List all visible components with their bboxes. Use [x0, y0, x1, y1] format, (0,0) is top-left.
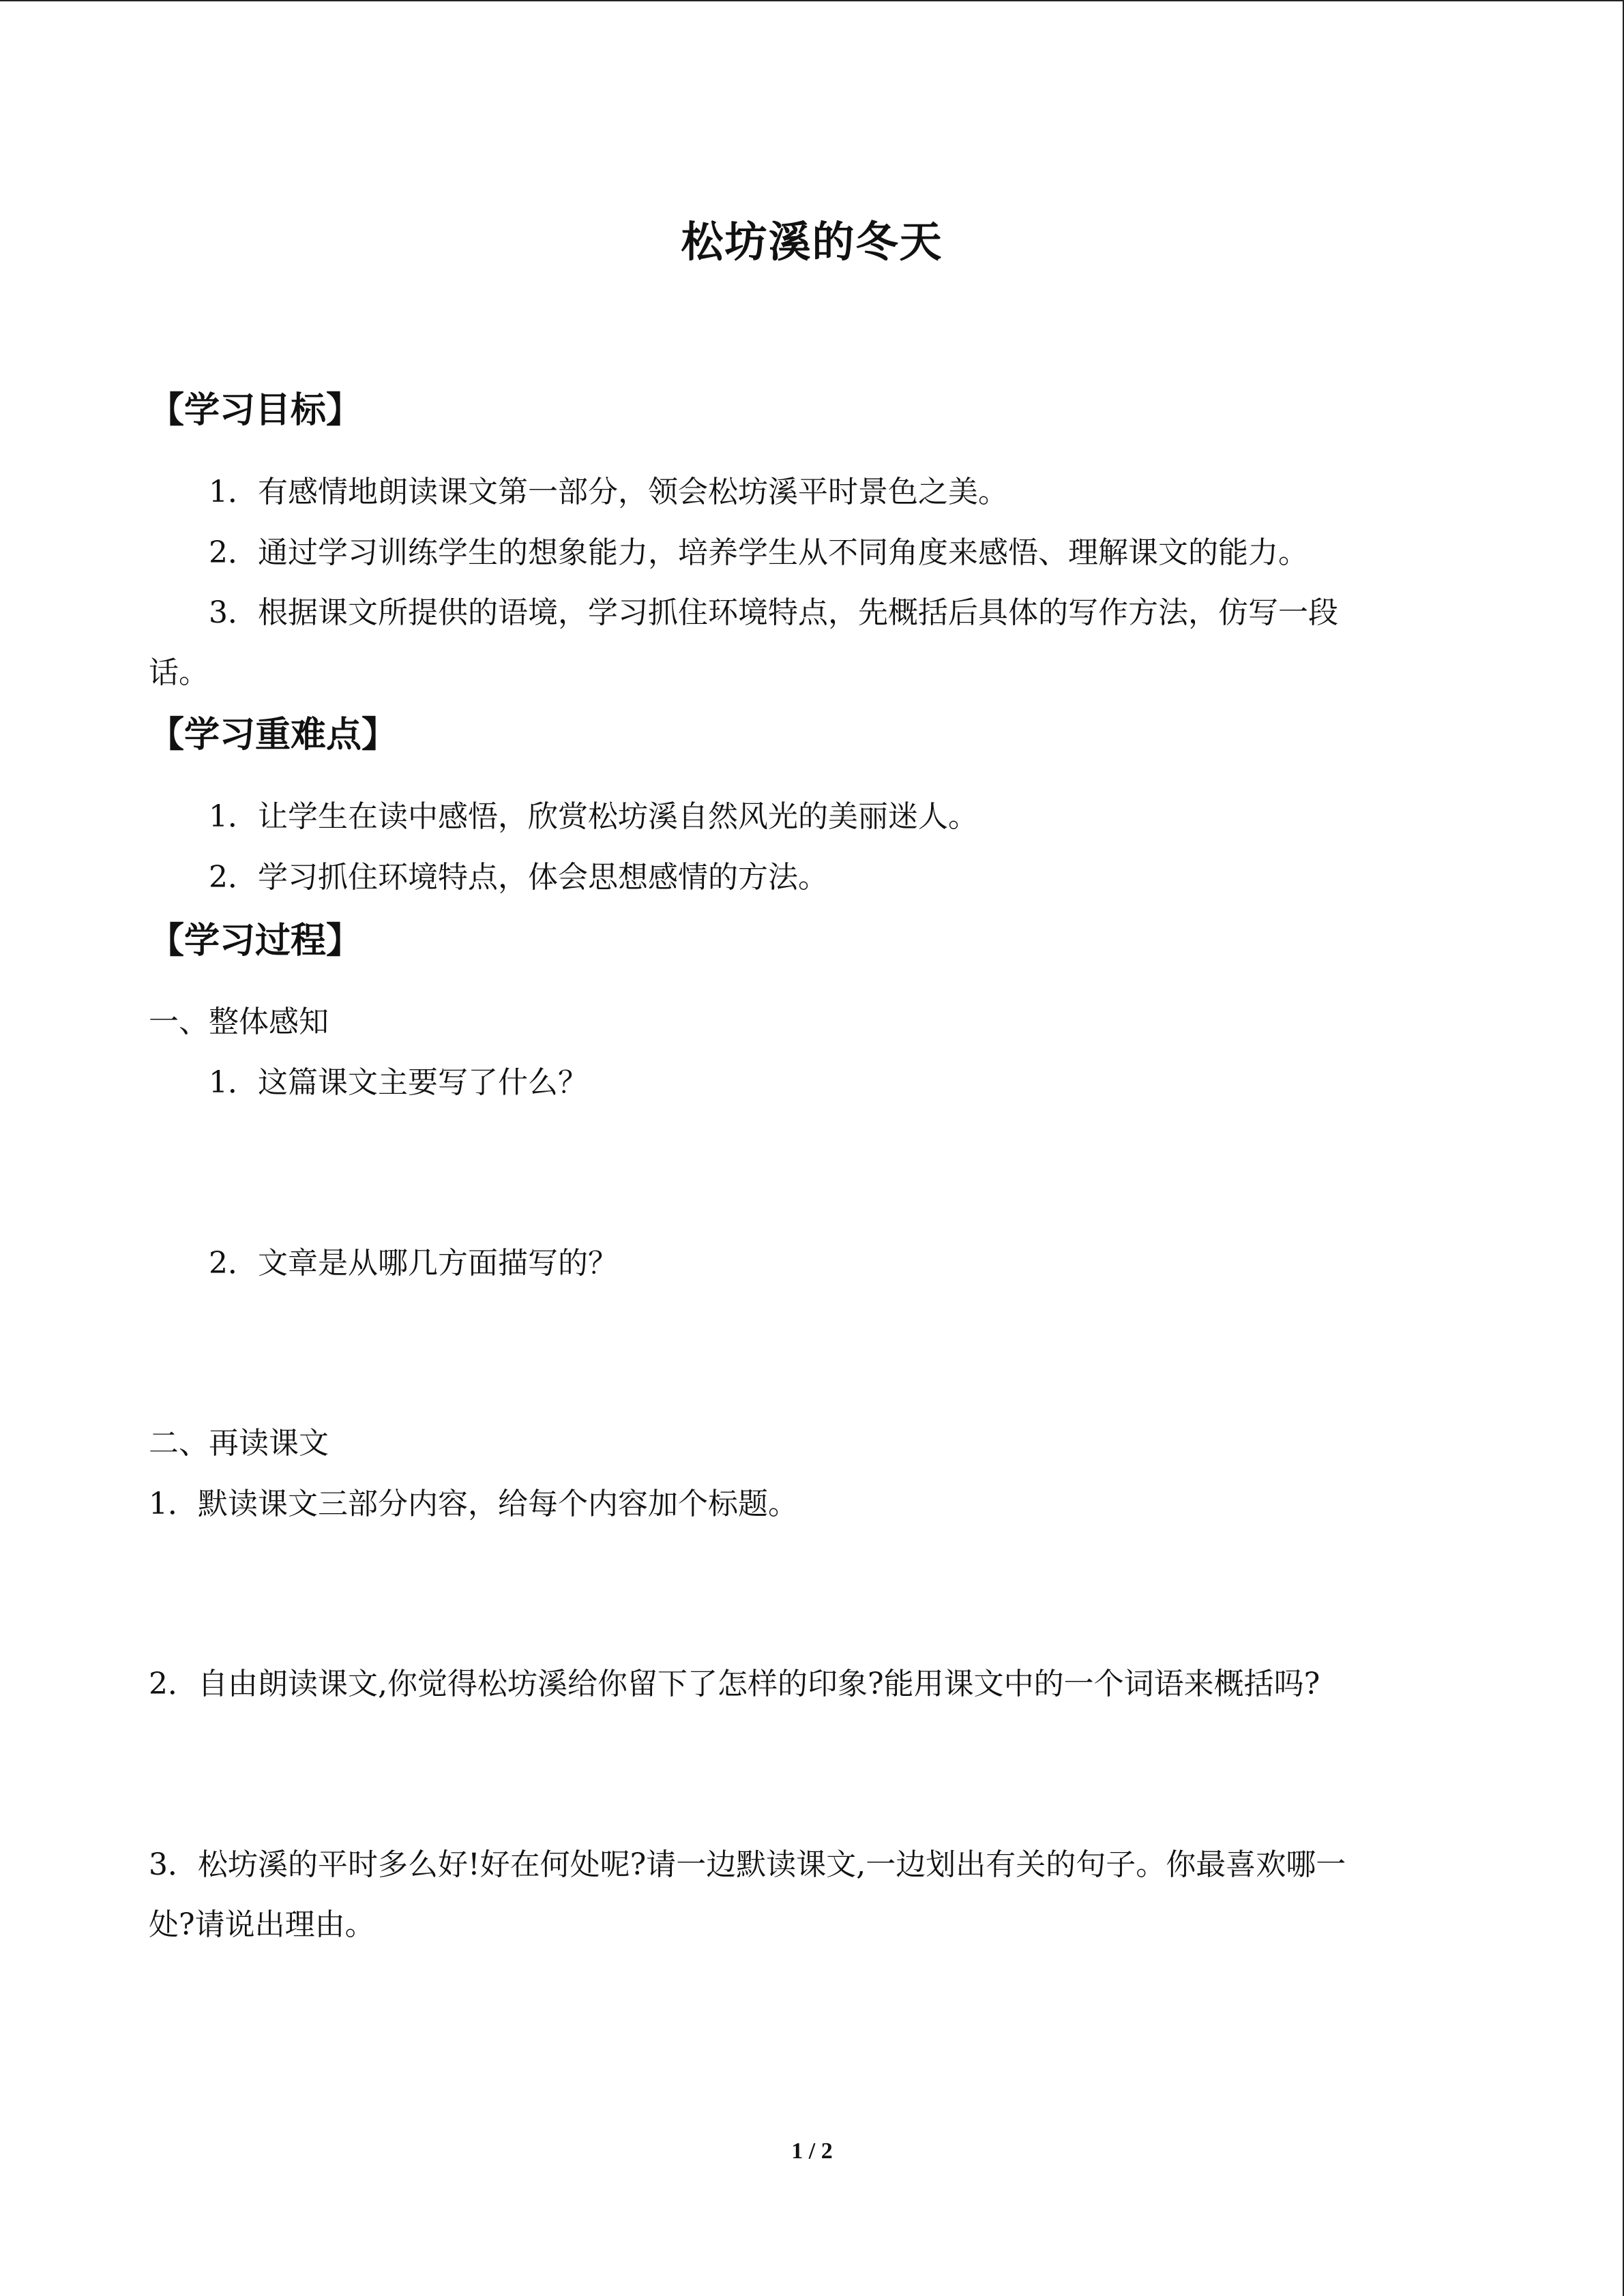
objective-item-3: 3．根据课文所提供的语境，学习抓住环境特点，先概括后具体的写作方法，仿写一段 — [209, 595, 1338, 630]
process-part-2-question-3-continued: 处?请说出理由。 — [149, 1907, 375, 1942]
page-number: 1 / 2 — [791, 2138, 833, 2164]
objective-item-1: 1．有感情地朗读课文第一部分，领会松坊溪平时景色之美。 — [209, 475, 1008, 509]
objective-item-2: 2．通过学习训练学生的想象能力，培养学生从不同角度来感悟、理解课文的能力。 — [209, 535, 1308, 570]
objectives-heading: 【学习目标】 — [149, 390, 362, 431]
key-point-item-2: 2．学习抓住环境特点，体会思想感情的方法。 — [209, 860, 828, 895]
process-part-2-question-1: 1．默读课文三部分内容，给每个内容加个标题。 — [149, 1487, 798, 1521]
process-heading: 【学习过程】 — [149, 921, 362, 961]
key-points-heading: 【学习重难点】 — [149, 715, 398, 756]
process-part-1-question-1: 1．这篇课文主要写了什么？ — [209, 1065, 588, 1100]
process-part-1-question-2: 2．文章是从哪几方面描写的？ — [209, 1246, 618, 1281]
process-part-2-question-2: 2．自由朗读课文,你觉得松坊溪给你留下了怎样的印象?能用课文中的一个词语来概括吗? — [149, 1667, 1320, 1701]
key-point-item-1: 1．让学生在读中感悟，欣赏松坊溪自然风光的美丽迷人。 — [209, 799, 978, 834]
process-part-1-label: 一、整体感知 — [149, 1004, 329, 1039]
objective-item-3-continued: 话。 — [149, 655, 209, 690]
process-part-2-question-3: 3．松坊溪的平时多么好!好在何处呢?请一边默读课文,一边划出有关的句子。你最喜欢哪一 — [149, 1847, 1346, 1882]
process-part-2-label: 二、再读课文 — [149, 1426, 329, 1461]
page-title: 松坊溪的冬天 — [681, 217, 943, 267]
